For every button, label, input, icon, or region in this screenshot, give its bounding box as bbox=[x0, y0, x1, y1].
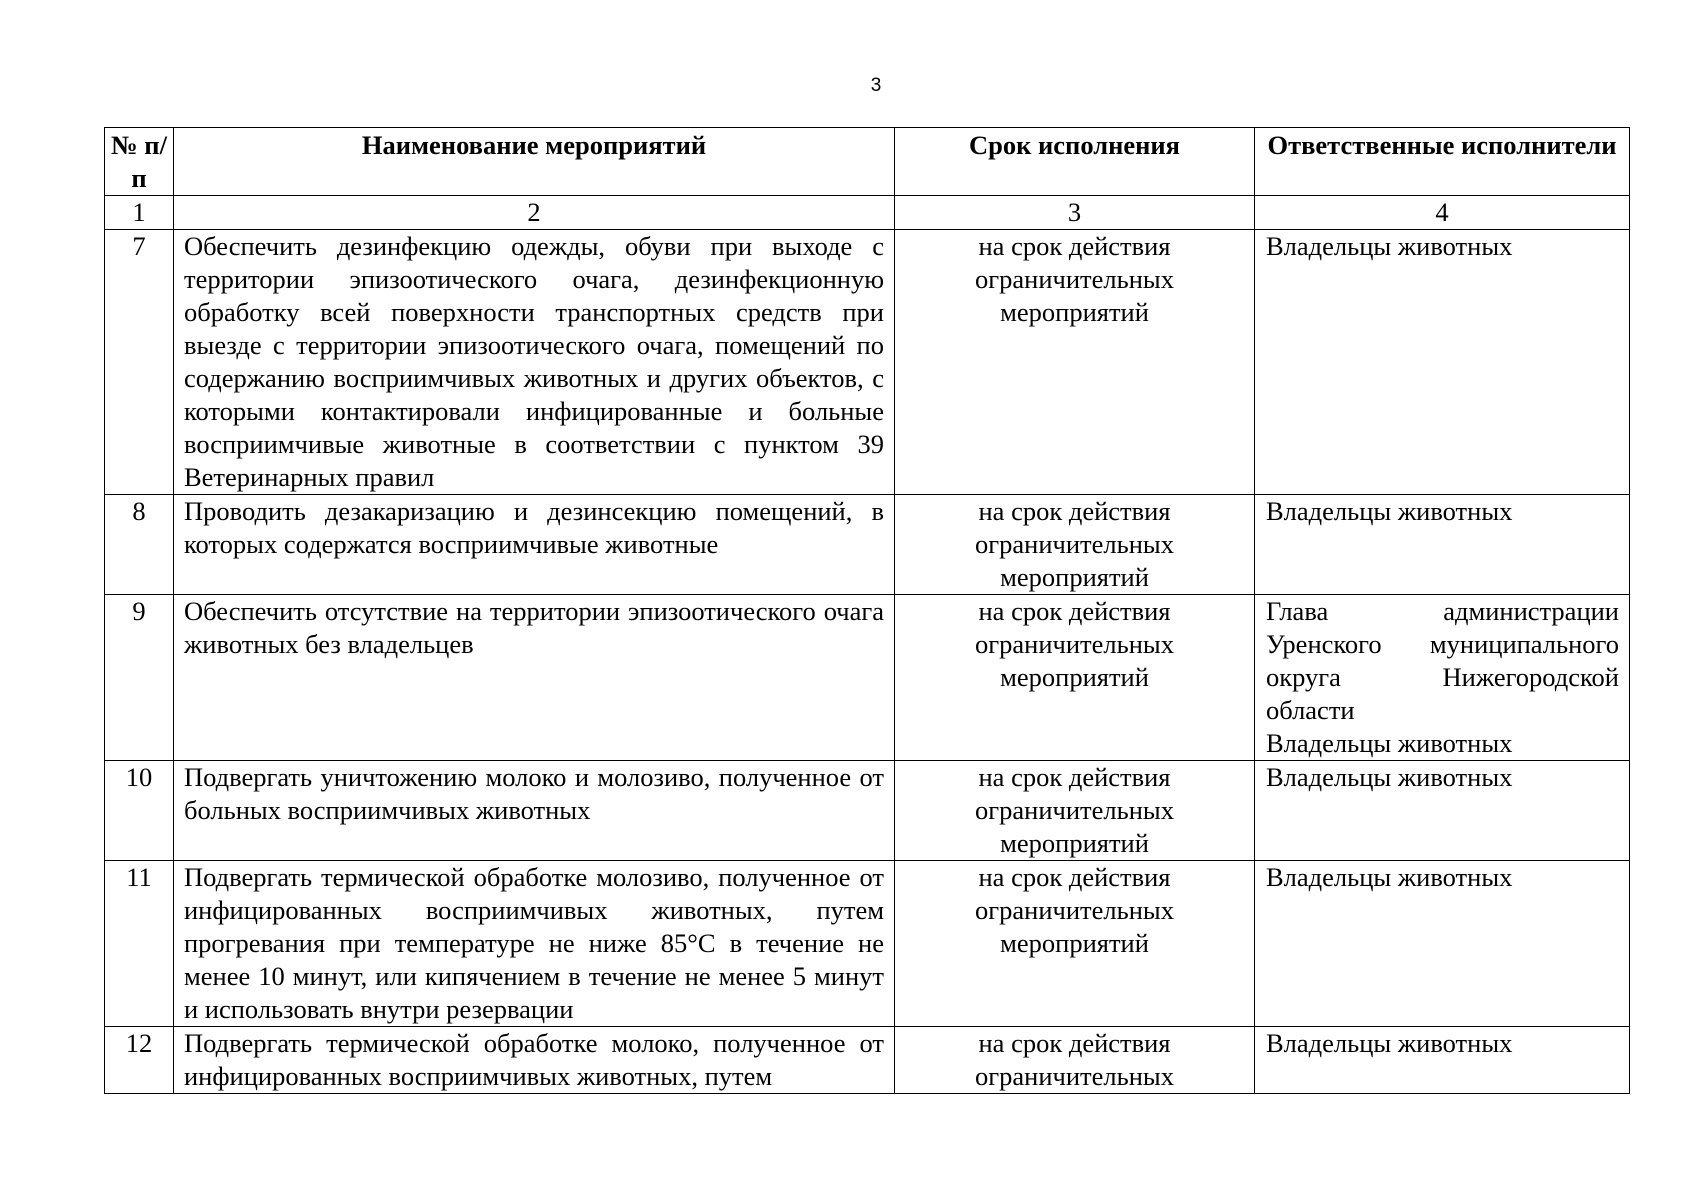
measure-responsible bbox=[1255, 595, 1630, 761]
table-row bbox=[105, 761, 1630, 861]
measure-responsible bbox=[1255, 1027, 1630, 1094]
measure-term: на срок действия ограничительных мероприятий bbox=[895, 595, 1255, 761]
measure-name: Проводить дезакаризацию и дезинсекцию помещений, в которых содержатся восприимчивые животные bbox=[174, 495, 895, 595]
responsible-line: Глава администрации Уренского муниципального округа Нижегородской bbox=[1266, 596, 1619, 692]
page-number: 3 bbox=[870, 75, 882, 96]
measure-responsible bbox=[1255, 495, 1630, 595]
row-number: 8 bbox=[105, 495, 174, 595]
column-index: 4 bbox=[1255, 196, 1630, 230]
column-index-row bbox=[105, 196, 1630, 230]
column-index: 3 bbox=[895, 196, 1255, 230]
measure-responsible bbox=[1255, 861, 1630, 1027]
responsible-line: Владельцы животных bbox=[1266, 862, 1513, 892]
row-number: 10 bbox=[105, 761, 174, 861]
header-resp: Ответственные исполнители bbox=[1255, 128, 1630, 196]
measure-responsible bbox=[1255, 761, 1630, 861]
measure-term: на срок действия ограничительных bbox=[895, 1027, 1255, 1094]
measure-name: Подвергать термической обработке молоко, полученное от инфицированных восприимчивых животных, путем bbox=[174, 1027, 895, 1094]
column-index: 2 bbox=[174, 196, 895, 230]
responsible-line: области bbox=[1266, 695, 1355, 725]
header-term: Срок исполнения bbox=[895, 128, 1255, 196]
row-number: 7 bbox=[105, 230, 174, 495]
table-row bbox=[105, 861, 1630, 1027]
column-index: 1 bbox=[105, 196, 174, 230]
measure-name: Обеспечить дезинфекцию одежды, обуви при выходе с территории эпизоотического очага, дезинфекционную обработку всей поверхности транспортных средств при выезде с территории эпизоотического очага, помещений по содержанию восприимчивых животных и других объектов, с которыми контактировали инфицированные и больные восприимчивые животные в соответствии с пунктом 39 Ветеринарных правил bbox=[174, 230, 895, 495]
responsible-line: Владельцы животных bbox=[1266, 496, 1513, 526]
row-number: 9 bbox=[105, 595, 174, 761]
header-name: Наименование мероприятий bbox=[174, 128, 895, 196]
responsible-line: Владельцы животных bbox=[1266, 762, 1513, 792]
measure-term: на срок действия ограничительных мероприятий bbox=[895, 861, 1255, 1027]
measure-name: Подвергать уничтожению молоко и молозиво, полученное от больных восприимчивых животных bbox=[174, 761, 895, 861]
table-row bbox=[105, 230, 1630, 495]
header-num: № п/п bbox=[105, 128, 174, 196]
table-row bbox=[105, 495, 1630, 595]
table-row bbox=[105, 1027, 1630, 1094]
measure-term: на срок действия ограничительных мероприятий bbox=[895, 230, 1255, 495]
measures-table bbox=[104, 127, 1630, 1094]
row-number: 11 bbox=[105, 861, 174, 1027]
table-header-row bbox=[105, 128, 1630, 196]
responsible-line: Владельцы животных bbox=[1266, 1028, 1513, 1058]
row-number: 12 bbox=[105, 1027, 174, 1094]
measure-responsible bbox=[1255, 230, 1630, 495]
responsible-line: Владельцы животных bbox=[1266, 231, 1513, 261]
measure-name: Подвергать термической обработке молозиво, полученное от инфицированных восприимчивых животных, путем прогревания при температуре не ниже 85°С в течение не менее 10 минут, или кипячением в течение не менее 5 минут и использовать внутри резервации bbox=[174, 861, 895, 1027]
measure-name: Обеспечить отсутствие на территории эпизоотического очага животных без владельцев bbox=[174, 595, 895, 761]
responsible-line: Владельцы животных bbox=[1266, 728, 1513, 758]
measure-term: на срок действия ограничительных мероприятий bbox=[895, 761, 1255, 861]
table-row bbox=[105, 595, 1630, 761]
measure-term: на срок действия ограничительных мероприятий bbox=[895, 495, 1255, 595]
